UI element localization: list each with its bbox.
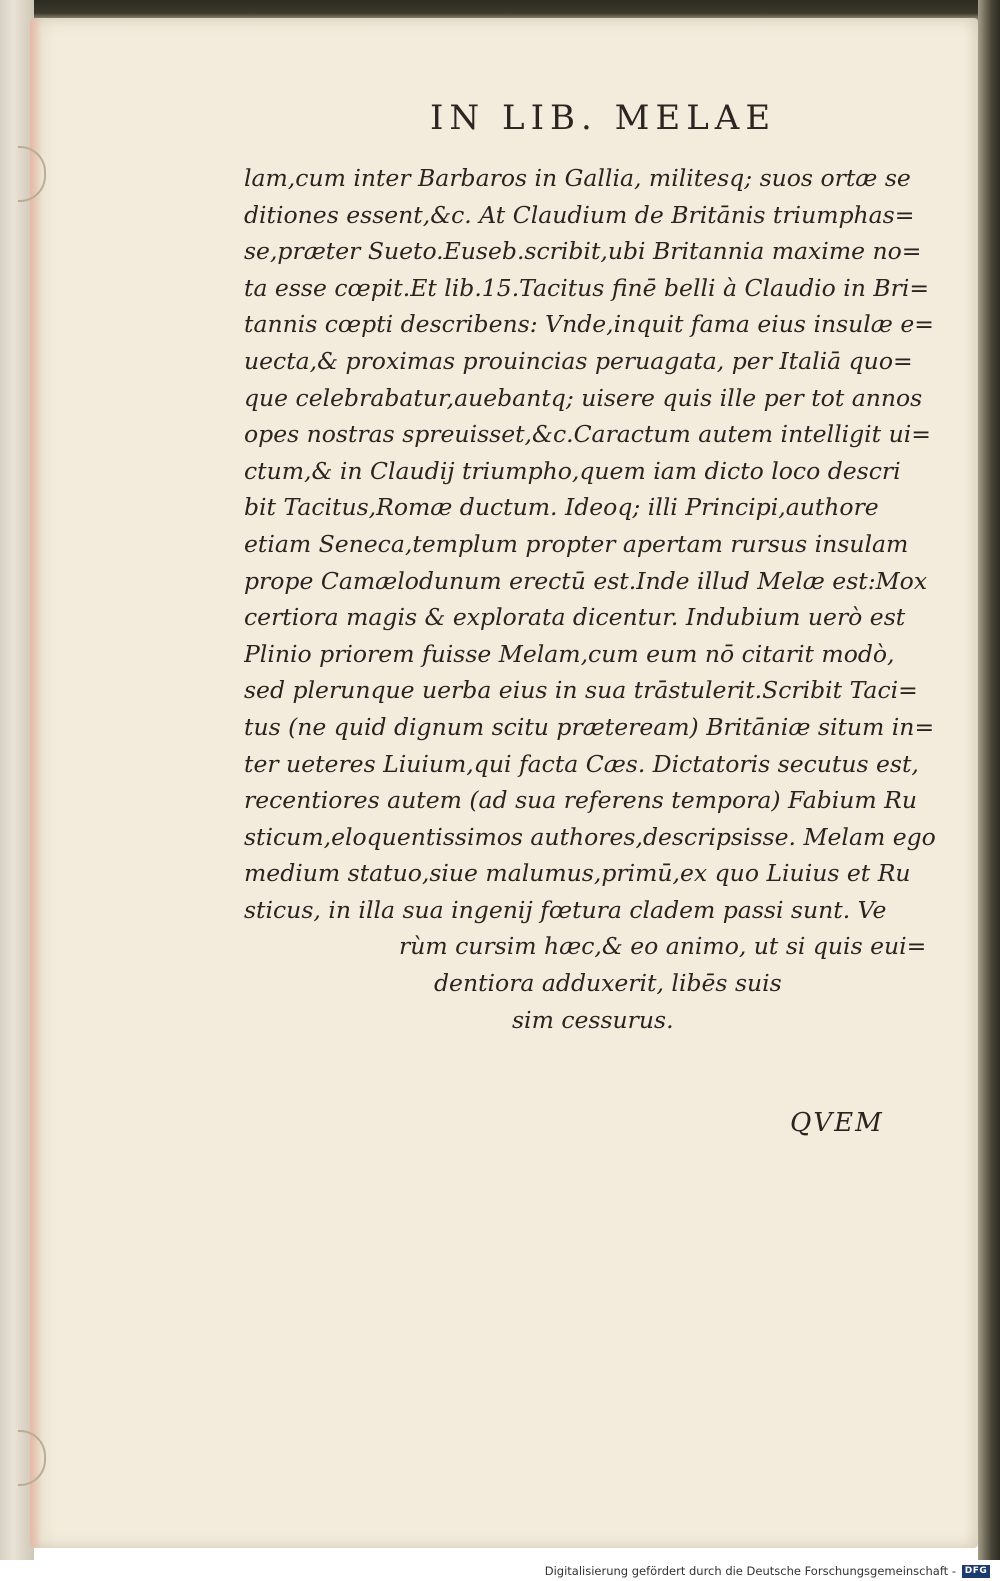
text-line: medium statuo,siue malumus,primū,ex quo Liuius et Ru xyxy=(244,859,911,888)
book-left-edge xyxy=(0,0,34,1560)
text-line: tannis cœpti describens: Vnde,inquit fama eius insulæ e= xyxy=(244,310,934,339)
footer-bar xyxy=(0,1560,1000,1581)
text-line: ter ueteres Liuium,qui facta Cæs. Dictatoris secutus est, xyxy=(244,749,919,778)
text-line: Plinio priorem fuisse Melam,cum eum nō citarit modò, xyxy=(244,639,895,668)
page-edge-stain xyxy=(30,18,42,1548)
body-text xyxy=(244,160,944,1038)
text-line: recentiores autem (ad sua referens tempora) Fabium Ru xyxy=(244,786,917,815)
text-line: sed plerunque uerba eius in sua trāstulerit.Scribit Taci= xyxy=(244,676,918,705)
text-line: rùm cursim hæc,& eo animo, ut si quis eui= xyxy=(399,932,927,961)
text-line: lam,cum inter Barbaros in Gallia, militesq; suos ortæ se xyxy=(244,164,911,192)
text-line: opes nostras spreuisset,&c.Caractum autem intelligit ui= xyxy=(244,420,931,449)
text-line: uecta,& proximas prouincias peruagata, per Italiā quo= xyxy=(244,346,913,375)
text-line: sticus, in illa sua ingenij fœtura cladem passi sunt. Ve xyxy=(244,895,887,924)
text-line: dentiora adduxerit, libēs suis xyxy=(434,969,782,998)
dfg-logo: DFG xyxy=(962,1565,990,1578)
text-line: tus (ne quid dignum scitu præteream) Britāniæ situm in= xyxy=(244,712,935,741)
text-line: prope Camælodunum erectū est.Inde illud Melæ est:Mox xyxy=(244,566,928,595)
book-right-edge xyxy=(978,0,1000,1560)
running-head: IN LIB. MELAE xyxy=(430,98,777,138)
text-line: ta esse cœpit.Et lib.15.Tacitus finē belli à Claudio in Bri= xyxy=(244,273,930,302)
text-line: bit Tacitus,Romæ ductum. Ideoq; illi Principi,authore xyxy=(244,493,879,522)
catchword: QVEM xyxy=(790,1108,884,1138)
text-line: certiora magis & explorata dicentur. Indubium uerò est xyxy=(244,603,906,632)
text-line: etiam Seneca,templum propter apertam rursus insulam xyxy=(244,529,909,558)
text-line: ctum,& in Claudij triumpho,quem iam dicto loco descri xyxy=(244,456,901,485)
text-line: sim cessurus. xyxy=(512,1005,674,1034)
text-line: se,præter Sueto.Euseb.scribit,ubi Britannia maxime no= xyxy=(244,237,922,266)
text-line: que celebrabatur,auebantq; uisere quis ille per tot annos xyxy=(244,383,923,412)
text-line: ditiones essent,&c. At Claudium de Britānis triumphas= xyxy=(244,200,915,229)
funding-credit: Digitalisierung gefördert durch die Deutsche Forschungsgemeinschaft - xyxy=(544,1564,956,1578)
text-line: sticum,eloquentissimos authores,descripsisse. Melam ego xyxy=(244,822,936,851)
